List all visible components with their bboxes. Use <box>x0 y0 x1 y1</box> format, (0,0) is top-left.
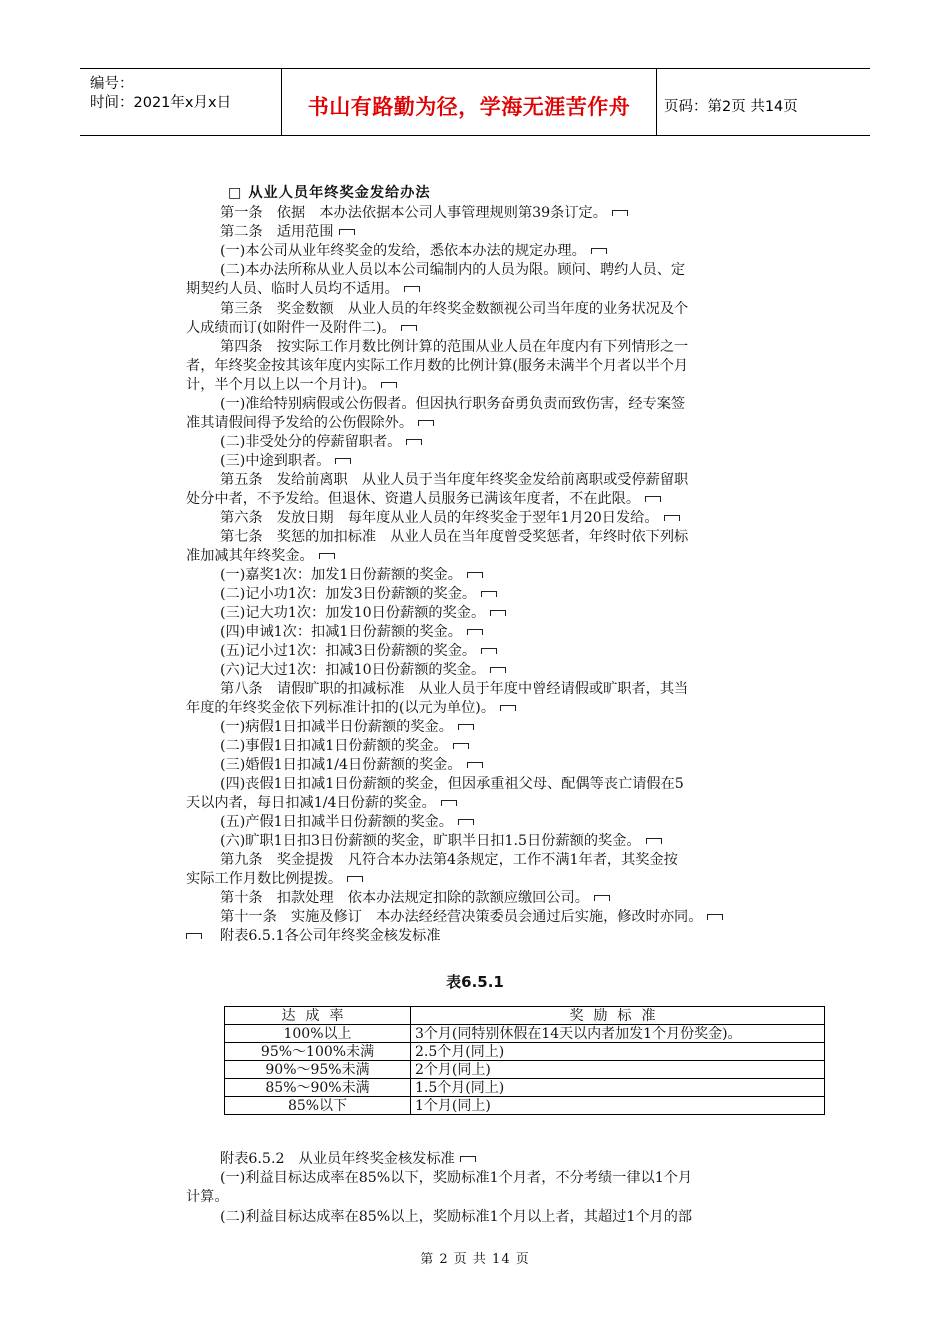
body-line <box>220 661 506 680</box>
appendix-line <box>220 1150 476 1169</box>
body-line-text: (四)申诫1次：扣减1日份薪额的奖金。 <box>220 624 462 640</box>
paragraph-mark-icon <box>664 515 680 521</box>
body-line-text: 第十条 扣款处理 依本办法规定扣除的款额应缴回公司。 <box>220 890 589 906</box>
body-line-text: 第七条 奖惩的加扣标准 从业人员在当年度曾受奖惩者，年终时依下列标 <box>220 529 689 545</box>
body-line <box>220 851 678 870</box>
body-line-text: 实际工作月数比例提拨。 <box>186 871 343 887</box>
body-line <box>186 699 516 718</box>
body-line <box>220 756 483 775</box>
body-line <box>220 604 506 623</box>
body-line-text: 第一条 依据 本办法依据本公司人事管理规则第39条订定。 <box>220 205 607 221</box>
table-row <box>225 1043 825 1061</box>
body-line <box>220 204 628 223</box>
appendix-line-text: (二)利益目标达成率在85%以上，奖励标准1个月以上者，其超过1个月的部 <box>220 1209 693 1225</box>
paragraph-mark-icon <box>347 876 363 882</box>
body-line-text: 第九条 奖金提拨 凡符合本办法第4条规定，工作不满1年者，其奖金按 <box>220 852 678 868</box>
body-line <box>220 813 474 832</box>
body-line-text: 者，年终奖金按其该年度内实际工作月数的比例计算(服务未满半个月者以半个月 <box>186 358 689 374</box>
header-cell-rate: 达成率 <box>225 1007 411 1025</box>
body-line <box>220 395 685 414</box>
body-line <box>186 319 417 338</box>
paragraph-mark-icon <box>186 933 202 939</box>
header-cell-standard: 奖励标准 <box>411 1007 825 1025</box>
header-motto: 书山有路勤为径，学海无涯苦作舟 <box>307 95 631 119</box>
body-line <box>220 908 723 927</box>
paragraph-mark-icon <box>490 667 506 673</box>
table-row <box>225 1025 825 1043</box>
body-line-text: (三)记大功1次：加发10日份薪额的奖金。 <box>220 605 486 621</box>
body-line-text: 处分中者，不予发给。但退休、资遣人员服务已满该年度者，不在此限。 <box>186 491 641 507</box>
body-line-text: (五)记小过1次：扣减3日份薪额的奖金。 <box>220 643 477 659</box>
paragraph-mark-icon <box>481 648 497 654</box>
appendix-line <box>186 1188 229 1207</box>
paragraph-mark-icon <box>467 572 483 578</box>
table-cell: 1.5个月(同上) <box>411 1079 825 1097</box>
body-line <box>220 338 688 357</box>
body-line-text: (二)记小功1次：加发3日份薪额的奖金。 <box>220 586 477 602</box>
body-line <box>186 376 397 395</box>
body-line-text: (一)本公司从业年终奖金的发给，悉依本办法的规定办理。 <box>220 243 586 259</box>
body-line-text: 人成绩而订(如附件一及附件二)。 <box>186 320 396 336</box>
body-line <box>220 242 607 261</box>
body-line <box>186 280 420 299</box>
body-line <box>220 832 662 851</box>
body-line <box>220 300 688 319</box>
appendix-line-text: (一)利益目标达成率在85%以下，奖励标准1个月者，不分考绩一律以1个月 <box>220 1170 693 1186</box>
body-line-text: (六)旷职1日扣3日份薪额的奖金，旷职半日扣1.5日份薪额的奖金。 <box>220 833 641 849</box>
body-line <box>186 794 457 813</box>
table-cell: 100%以上 <box>225 1025 411 1043</box>
body-line-text: 第三条 奖金数额 从业人员的年终奖金数额视公司当年度的业务状况及个 <box>220 301 689 317</box>
paragraph-mark-icon <box>339 229 355 235</box>
body-line-text: 第四条 按实际工作月数比例计算的范围从业人员在年度内有下列情形之一 <box>220 339 689 355</box>
body-line-text: 第八条 请假旷职的扣减标准 从业人员于年度中曾经请假或旷职者，其当 <box>220 681 689 697</box>
body-line <box>220 452 351 471</box>
paragraph-mark-icon <box>467 629 483 635</box>
paragraph-mark-icon <box>319 553 335 559</box>
body-line <box>220 433 422 452</box>
body-line <box>220 471 688 490</box>
table-cell: 3个月(同特别休假在14天以内者加发1个月份奖金)。 <box>411 1025 825 1043</box>
header-bottom-rule <box>80 135 870 136</box>
body-line-text: (一)嘉奖1次：加发1日份薪额的奖金。 <box>220 567 462 583</box>
table-cell: 1个月(同上) <box>411 1097 825 1115</box>
appendix-line <box>220 1169 692 1188</box>
table-row <box>225 1079 825 1097</box>
body-line-text: 第五条 发给前离职 从业人员于当年度年终奖金发给前离职或受停薪留职 <box>220 472 689 488</box>
body-line <box>220 528 688 547</box>
table-cell: 95%～100%未满 <box>225 1043 411 1061</box>
body-line <box>186 490 661 509</box>
body-line <box>220 261 685 280</box>
paragraph-mark-icon <box>404 286 420 292</box>
body-line-text: (三)婚假1日扣减1/4日份薪额的奖金。 <box>220 757 462 773</box>
table-caption: 表6.5.1 <box>446 973 504 991</box>
body-line-text: (六)记大过1次：扣减10日份薪额的奖金。 <box>220 662 486 678</box>
appendix-line-text: 附表6.5.2 从业员年终奖金核发标准 <box>220 1151 455 1167</box>
body-line <box>186 357 688 376</box>
paragraph-mark-icon <box>441 800 457 806</box>
body-line-text: (一)病假1日扣减半日份薪额的奖金。 <box>220 719 453 735</box>
paragraph-mark-icon <box>490 610 506 616</box>
paragraph-mark-icon <box>453 743 469 749</box>
body-line <box>220 718 474 737</box>
paragraph-mark-icon <box>381 382 397 388</box>
body-line-text: (五)产假1日扣减半日份薪额的奖金。 <box>220 814 453 830</box>
body-line-text: 第十一条 实施及修订 本办法经经营决策委员会通过后实施，修改时亦同。 <box>220 909 703 925</box>
body-line-text: 准其请假间得予发给的公伤假除外。 <box>186 415 414 431</box>
paragraph-mark-icon <box>335 458 351 464</box>
body-line <box>220 585 497 604</box>
body-line <box>220 642 497 661</box>
body-line <box>186 414 434 433</box>
document-number: 编号： <box>90 76 134 92</box>
body-line-text: 准加减其年终奖金。 <box>186 548 314 564</box>
body-line <box>220 509 680 528</box>
body-line <box>220 680 688 699</box>
paragraph-mark-icon <box>500 705 516 711</box>
body-line-text: 第二条 适用范围 <box>220 224 334 240</box>
body-line <box>220 775 684 794</box>
appendix-line-text: 计算。 <box>186 1189 229 1205</box>
paragraph-mark-icon <box>418 420 434 426</box>
body-line-text: 天以内者，每日扣减1/4日份薪的奖金。 <box>186 795 436 811</box>
paragraph-mark-icon <box>646 838 662 844</box>
paragraph-mark-icon <box>481 591 497 597</box>
body-line-text: (四)丧假1日扣减1日份薪额的奖金，但因承重祖父母、配偶等丧亡请假在5 <box>220 776 684 792</box>
body-line-text: 年度的年终奖金依下列标准计扣的(以元为单位)。 <box>186 700 496 716</box>
table-header-row <box>225 1007 825 1025</box>
paragraph-mark-icon <box>612 210 628 216</box>
table-row <box>225 1061 825 1079</box>
body-line-text: (二)事假1日扣减1日份薪额的奖金。 <box>220 738 448 754</box>
body-line-text: 期契约人员、临时人员均不适用。 <box>186 281 399 297</box>
paragraph-mark-icon <box>707 914 723 920</box>
paragraph-mark-icon <box>406 439 422 445</box>
table-cell: 85%以下 <box>225 1097 411 1115</box>
table-cell: 2个月(同上) <box>411 1061 825 1079</box>
document-title: □ 从业人员年终奖金发给办法 <box>228 185 431 201</box>
header-top-rule <box>80 68 870 69</box>
paragraph-mark-icon <box>460 1156 476 1162</box>
body-line <box>220 223 355 242</box>
table-cell: 90%～95%未满 <box>225 1061 411 1079</box>
body-line <box>220 889 610 908</box>
paragraph-mark-icon <box>458 724 474 730</box>
document-date: 时间：2021年x月x日 <box>90 95 232 111</box>
paragraph-mark-icon <box>458 819 474 825</box>
table-row <box>225 1097 825 1115</box>
body-line-text: (三)中途到职者。 <box>220 453 331 469</box>
body-line-text: (二)非受处分的停薪留职者。 <box>220 434 402 450</box>
paragraph-mark-icon <box>645 496 661 502</box>
body-line <box>220 566 483 585</box>
body-line-text: 附表6.5.1各公司年终奖金核发标准 <box>220 928 441 944</box>
table-cell: 85%～90%未满 <box>225 1079 411 1097</box>
paragraph-mark-icon <box>401 325 417 331</box>
body-line-text: 第六条 发放日期 每年度从业人员的年终奖金于翌年1月20日发给。 <box>220 510 659 526</box>
paragraph-mark-icon <box>591 248 607 254</box>
body-line <box>186 927 441 946</box>
body-line <box>220 623 483 642</box>
body-line-text: (一)准给特别病假或公伤假者。但因执行职务奋勇负责而致伤害，经专案签 <box>220 396 686 412</box>
paragraph-mark-icon <box>594 895 610 901</box>
table-cell: 2.5个月(同上) <box>411 1043 825 1061</box>
body-line <box>186 547 335 566</box>
page-info: 页码：第2页 共14页 <box>664 99 798 115</box>
header-divider-right <box>656 68 657 136</box>
body-line <box>186 870 363 889</box>
paragraph-mark-icon <box>467 762 483 768</box>
body-line-text: (二)本办法所称从业人员以本公司编制内的人员为限。顾问、聘约人员、定 <box>220 262 686 278</box>
body-line <box>220 737 469 756</box>
page-footer: 第 2 页 共 14 页 <box>420 1252 530 1267</box>
appendix-line <box>220 1208 692 1227</box>
bonus-standard-table <box>224 1006 825 1115</box>
body-line-text: 计，半个月以上以一个月计)。 <box>186 377 376 393</box>
